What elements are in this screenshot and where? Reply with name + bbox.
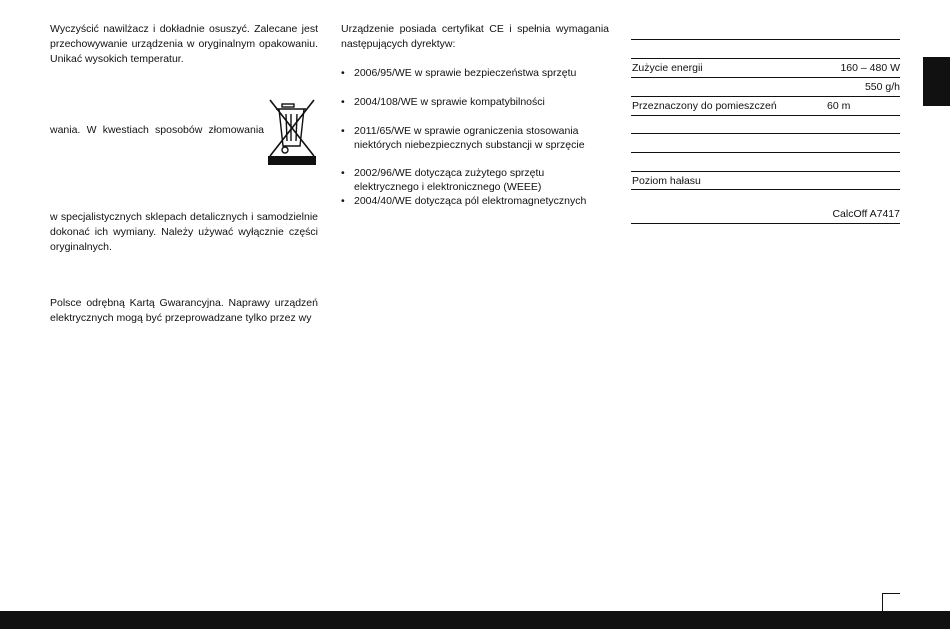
table-divider [631, 58, 900, 59]
table-divider [631, 133, 900, 134]
table-divider [631, 77, 900, 78]
bullet-icon: • [341, 96, 345, 108]
power-label: Zużycie energii [632, 62, 703, 74]
output-value: 550 g/h [864, 81, 900, 93]
warranty-paragraph: Polsce odrębną Kartą Gwarancyjna. Naprawy urządzeń elektrycznych mogą być przeprowadzane tylko przez wy [50, 297, 318, 324]
bullet-icon: • [341, 67, 345, 79]
bullet-icon: • [341, 195, 345, 207]
table-divider [631, 171, 900, 172]
table-row [631, 61, 900, 75]
spare-parts-paragraph: w specjalistycznych sklepach detalicznych i samodzielnie dokonać ich wymiany. Należy używać wyłącznie części oryginalnych. [50, 211, 318, 253]
table-row [631, 99, 900, 113]
noise-label: Poziom hałasu [632, 175, 701, 187]
room-value: 60 m [827, 100, 851, 112]
table-divider [631, 39, 900, 40]
table-row [631, 207, 900, 221]
room-label: Przeznaczony do pomieszczeń [632, 100, 777, 112]
table-divider [631, 152, 900, 153]
directive-text: 2002/96/WE dotycząca zużytego sprzętu elektrycznego i elektronicznego (WEEE) [354, 167, 545, 193]
certification-intro: Urządzenie posiada certyfikat CE i spełnia wymagania następujących dyrektyw: [341, 23, 609, 50]
certification-section [341, 22, 609, 52]
language-side-tab [923, 57, 950, 106]
page-number-box [882, 593, 900, 612]
bullet-icon: • [341, 125, 345, 137]
directive-text: 2006/95/WE w sprawie bezpieczeństwa sprzętu [354, 67, 577, 79]
table-divider [631, 96, 900, 97]
crossed-out-wheelie-bin-icon [266, 94, 318, 166]
storage-paragraph: Wyczyścić nawilżacz i dokładnie osuszyć. Zalecane jest przechowywanie urządzenia w oryginalnym opakowaniu. Unikać wysokich temperatur. [50, 23, 318, 65]
table-divider [631, 115, 900, 116]
bullet-icon: • [341, 167, 345, 179]
directive-text: 2004/40/WE dotycząca pól elektromagnetycznych [354, 195, 587, 207]
table-divider [631, 189, 900, 190]
table-row [631, 80, 900, 94]
table-row [631, 174, 900, 188]
power-value: 160 – 480 W [840, 62, 900, 74]
table-divider [631, 223, 900, 224]
model-name: CalcOff A7417 [832, 208, 900, 220]
disposal-paragraph: wania. W kwestiach sposobów złomowania [50, 124, 264, 136]
directive-text: 2004/108/WE w sprawie kompatybilności [354, 96, 545, 108]
footer-bar [0, 611, 950, 629]
directive-text: 2011/65/WE w sprawie ograniczenia stosowania niektórych niebezpiecznych substancji w sprzęcie [354, 125, 585, 151]
